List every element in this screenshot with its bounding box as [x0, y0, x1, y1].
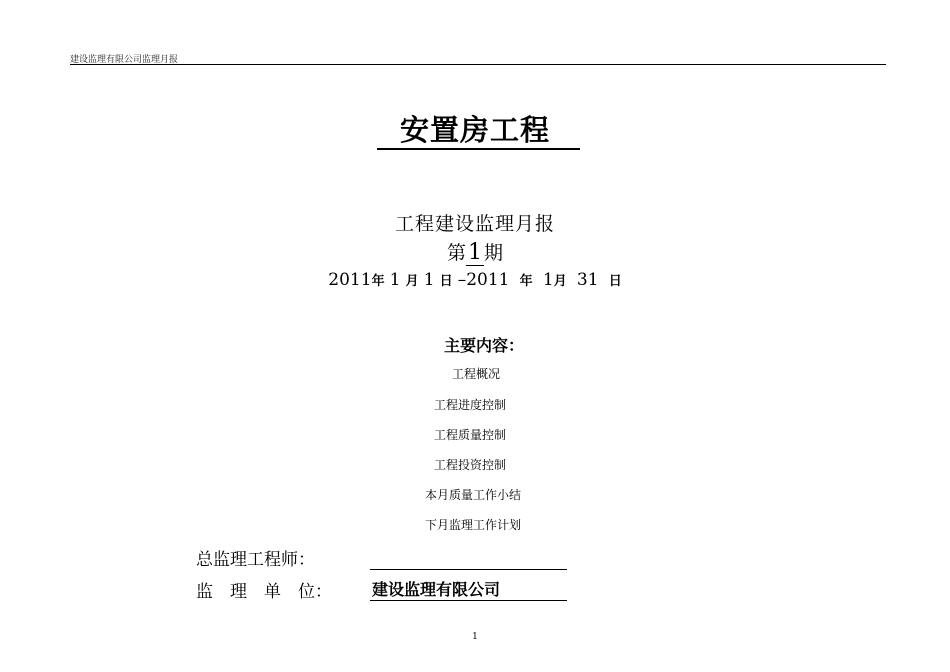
start-day-unit: 日	[439, 274, 453, 289]
start-month: 1	[389, 270, 401, 290]
issue-number-value: 1	[468, 240, 482, 265]
report-period	[0, 270, 950, 290]
header-divider	[70, 64, 886, 65]
end-year: 2011	[466, 270, 510, 290]
supervision-unit-line	[370, 600, 567, 601]
end-month: 1	[542, 270, 554, 290]
end-month-unit: 月	[553, 274, 567, 289]
start-day: 1	[423, 270, 435, 290]
document-subtitle: 工程建设监理月报	[394, 213, 555, 235]
issue-prefix: 第	[446, 242, 466, 264]
supervision-unit-label: 监 理 单 位：	[196, 582, 332, 602]
issue-number	[0, 238, 950, 265]
start-year: 2011	[328, 270, 372, 290]
page-header-text: 建设监理有限公司监理月报	[70, 55, 179, 65]
contents-item: 工程进度控制	[434, 398, 507, 412]
page-number: 1	[472, 632, 478, 642]
contents-item: 本月质量工作小结	[425, 488, 522, 502]
issue-suffix: 期	[484, 242, 504, 264]
contents-item: 下月监理工作计划	[425, 518, 522, 532]
chief-engineer-label: 总监理工程师：	[196, 550, 315, 570]
period-separator: –	[457, 270, 467, 290]
document-title: 安置房工程	[399, 113, 550, 147]
contents-item: 工程投资控制	[434, 458, 507, 472]
end-day-unit: 日	[608, 274, 622, 289]
contents-heading: 主要内容：	[444, 336, 525, 355]
contents-item: 工程概况	[452, 367, 501, 381]
chief-engineer-signature-line	[370, 569, 567, 570]
title-underline	[377, 148, 580, 150]
start-month-unit: 月	[405, 274, 419, 289]
supervision-unit-value: 建设监理有限公司	[372, 580, 501, 599]
contents-item: 工程质量控制	[434, 428, 507, 442]
end-year-unit: 年	[519, 274, 533, 289]
start-year-unit: 年	[371, 274, 385, 289]
end-day: 31	[576, 270, 599, 290]
